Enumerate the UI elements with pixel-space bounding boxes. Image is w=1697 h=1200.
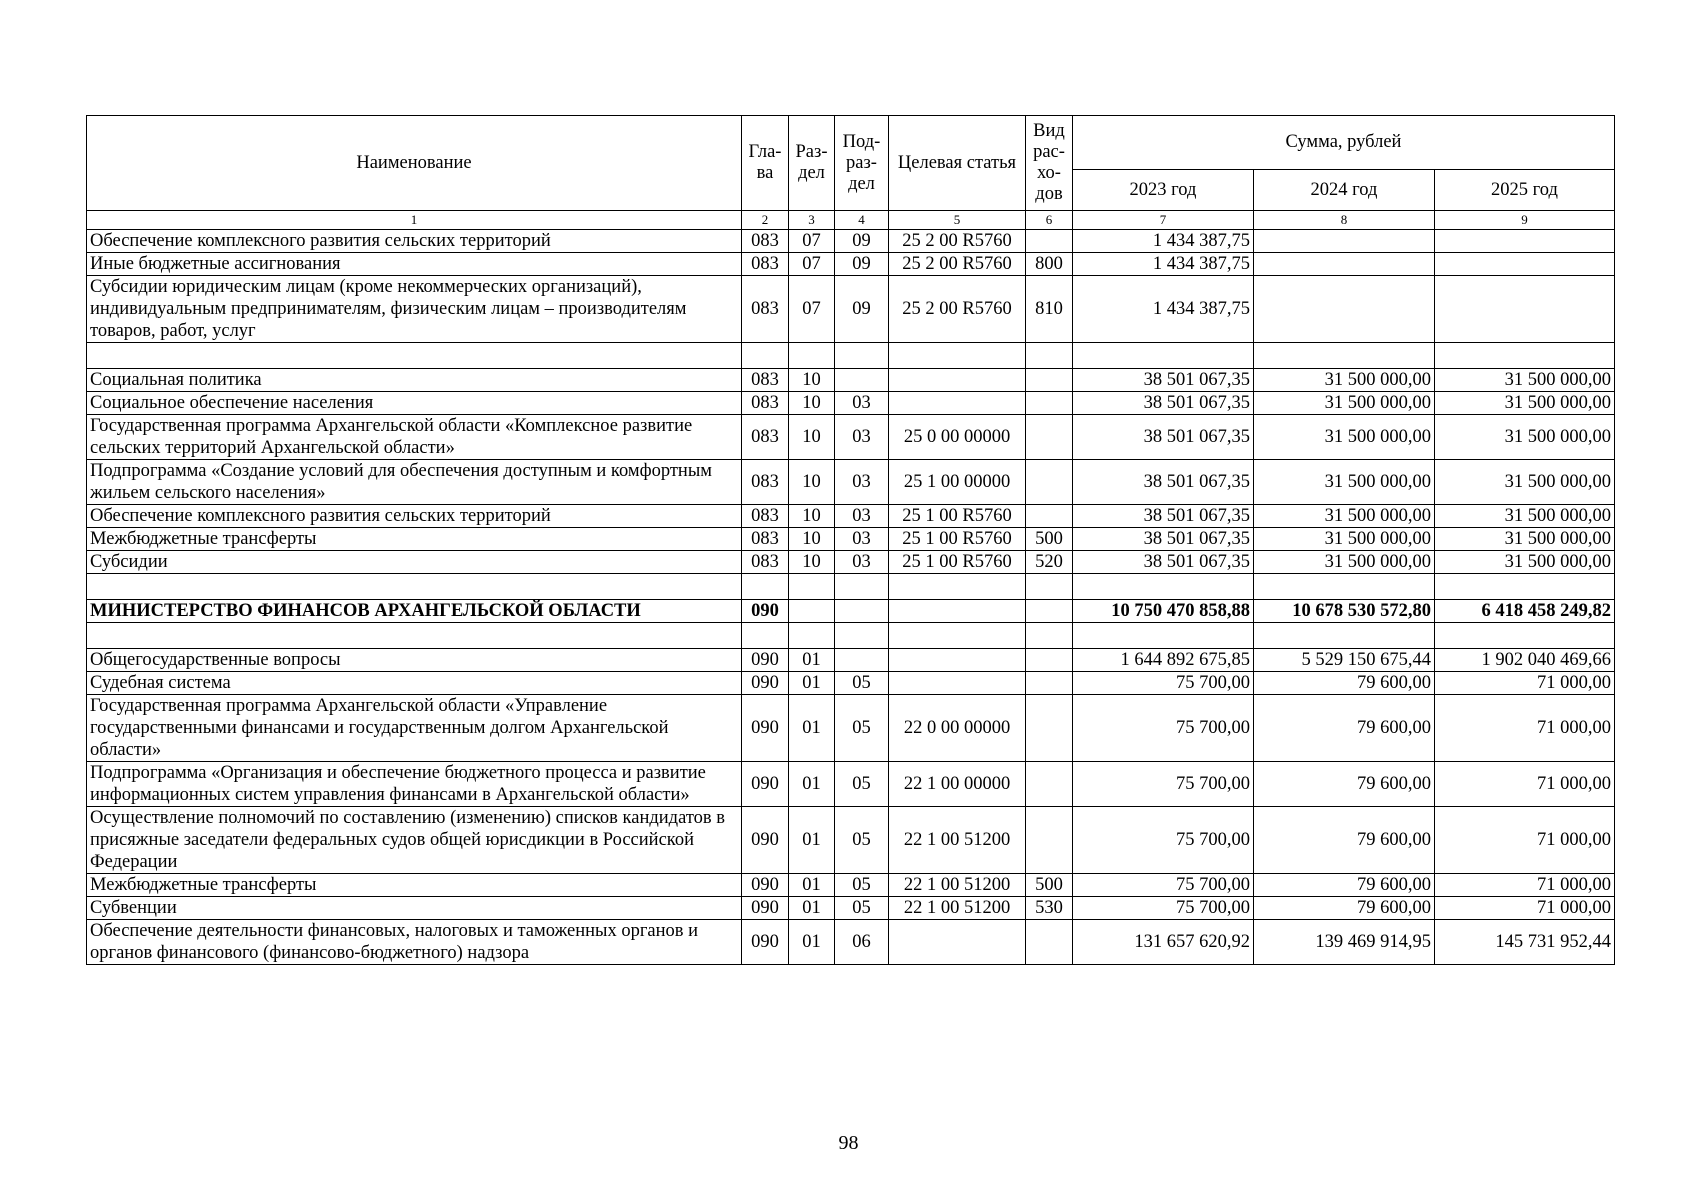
cell-razdel: 10 — [789, 505, 835, 528]
cell-vid-rashodov — [1026, 623, 1073, 649]
cell-sum-2024 — [1254, 343, 1435, 369]
cell-name: Осуществление полномочий по составлению (изменению) списков кандидатов в присяжные заседатели федеральных судов общей юрисдикции в Российской Федерации — [87, 807, 742, 874]
cell-vid-rashodov — [1026, 600, 1073, 623]
cell-podrazdel — [835, 343, 889, 369]
cell-celevaya-statya: 25 1 00 R5760 — [889, 505, 1026, 528]
cell-sum-2024: 79 600,00 — [1254, 874, 1435, 897]
cell-sum-2025: 31 500 000,00 — [1435, 528, 1615, 551]
cell-vid-rashodov — [1026, 574, 1073, 600]
cell-razdel — [789, 600, 835, 623]
cell-celevaya-statya: 25 2 00 R5760 — [889, 253, 1026, 276]
cell-celevaya-statya — [889, 623, 1026, 649]
cell-celevaya-statya — [889, 343, 1026, 369]
cell-podrazdel: 09 — [835, 276, 889, 343]
cell-name: Обеспечение деятельности финансовых, налоговых и таможенных органов и органов финансового (финансово-бюджетного) надзора — [87, 920, 742, 965]
cell-name: Обеспечение комплексного развития сельских территорий — [87, 230, 742, 253]
cell-sum-2025: 71 000,00 — [1435, 897, 1615, 920]
cell-glava: 090 — [742, 897, 789, 920]
cell-vid-rashodov: 500 — [1026, 874, 1073, 897]
table-row — [87, 551, 1615, 574]
cell-name: Обеспечение комплексного развития сельских территорий — [87, 505, 742, 528]
cell-razdel: 01 — [789, 874, 835, 897]
cell-vid-rashodov: 530 — [1026, 897, 1073, 920]
cell-podrazdel: 06 — [835, 920, 889, 965]
cell-sum-2023: 75 700,00 — [1073, 874, 1254, 897]
cell-celevaya-statya — [889, 649, 1026, 672]
cell-glava: 083 — [742, 392, 789, 415]
cell-sum-2024: 139 469 914,95 — [1254, 920, 1435, 965]
header-name: Наименование — [87, 116, 742, 211]
cell-celevaya-statya: 22 1 00 51200 — [889, 874, 1026, 897]
table-row-empty — [87, 343, 1615, 369]
header-year-2025: 2025 год — [1435, 170, 1615, 211]
cell-sum-2025: 31 500 000,00 — [1435, 551, 1615, 574]
cell-celevaya-statya — [889, 600, 1026, 623]
cell-sum-2023 — [1073, 574, 1254, 600]
cell-sum-2025: 31 500 000,00 — [1435, 369, 1615, 392]
cell-name: МИНИСТЕРСТВО ФИНАНСОВ АРХАНГЕЛЬСКОЙ ОБЛАСТИ — [87, 600, 742, 623]
cell-sum-2025: 31 500 000,00 — [1435, 505, 1615, 528]
cell-name: Социальное обеспечение населения — [87, 392, 742, 415]
table-row — [87, 807, 1615, 874]
cell-sum-2023: 1 434 387,75 — [1073, 276, 1254, 343]
cell-glava: 083 — [742, 276, 789, 343]
cell-vid-rashodov — [1026, 230, 1073, 253]
cell-sum-2023: 38 501 067,35 — [1073, 415, 1254, 460]
table-row — [87, 415, 1615, 460]
cell-sum-2024 — [1254, 253, 1435, 276]
cell-razdel: 10 — [789, 460, 835, 505]
header-celevaya-statya: Целевая статья — [889, 116, 1026, 211]
cell-sum-2024: 10 678 530 572,80 — [1254, 600, 1435, 623]
cell-razdel — [789, 574, 835, 600]
cell-celevaya-statya — [889, 574, 1026, 600]
table-row — [87, 874, 1615, 897]
cell-podrazdel: 03 — [835, 392, 889, 415]
cell-podrazdel: 05 — [835, 695, 889, 762]
cell-razdel: 01 — [789, 649, 835, 672]
cell-razdel: 10 — [789, 369, 835, 392]
cell-podrazdel — [835, 623, 889, 649]
cell-vid-rashodov: 810 — [1026, 276, 1073, 343]
cell-sum-2024: 79 600,00 — [1254, 672, 1435, 695]
cell-sum-2023: 38 501 067,35 — [1073, 551, 1254, 574]
header-year-2024: 2024 год — [1254, 170, 1435, 211]
table-row — [87, 253, 1615, 276]
cell-sum-2024: 31 500 000,00 — [1254, 369, 1435, 392]
cell-sum-2023: 38 501 067,35 — [1073, 369, 1254, 392]
table-body — [87, 230, 1615, 965]
cell-vid-rashodov — [1026, 505, 1073, 528]
cell-glava: 083 — [742, 505, 789, 528]
cell-sum-2024: 31 500 000,00 — [1254, 392, 1435, 415]
cell-celevaya-statya: 22 1 00 00000 — [889, 762, 1026, 807]
cell-glava: 090 — [742, 600, 789, 623]
cell-celevaya-statya: 22 0 00 00000 — [889, 695, 1026, 762]
cell-name: Государственная программа Архангельской области «Комплексное развитие сельских территорий Архангельской области» — [87, 415, 742, 460]
cell-name: Государственная программа Архангельской области «Управление государственными финансами и государственным долгом Архангельской области» — [87, 695, 742, 762]
cell-podrazdel: 05 — [835, 762, 889, 807]
cell-sum-2024: 79 600,00 — [1254, 807, 1435, 874]
table-row — [87, 897, 1615, 920]
cell-podrazdel: 03 — [835, 528, 889, 551]
cell-name: Субсидии — [87, 551, 742, 574]
cell-glava: 083 — [742, 253, 789, 276]
cell-celevaya-statya: 22 1 00 51200 — [889, 897, 1026, 920]
cell-sum-2025: 71 000,00 — [1435, 672, 1615, 695]
cell-podrazdel — [835, 600, 889, 623]
cell-podrazdel: 03 — [835, 505, 889, 528]
table-row — [87, 762, 1615, 807]
cell-sum-2023: 38 501 067,35 — [1073, 528, 1254, 551]
cell-razdel: 07 — [789, 230, 835, 253]
table-row — [87, 460, 1615, 505]
cell-sum-2023: 131 657 620,92 — [1073, 920, 1254, 965]
cell-sum-2023: 75 700,00 — [1073, 695, 1254, 762]
cell-name: Общегосударственные вопросы — [87, 649, 742, 672]
cell-podrazdel — [835, 369, 889, 392]
cell-glava — [742, 623, 789, 649]
cell-razdel: 10 — [789, 551, 835, 574]
cell-name: Межбюджетные трансферты — [87, 528, 742, 551]
cell-celevaya-statya: 25 0 00 00000 — [889, 415, 1026, 460]
cell-sum-2025: 71 000,00 — [1435, 762, 1615, 807]
cell-sum-2025: 71 000,00 — [1435, 874, 1615, 897]
table-row — [87, 695, 1615, 762]
table-row — [87, 392, 1615, 415]
cell-glava: 090 — [742, 874, 789, 897]
cell-sum-2025: 71 000,00 — [1435, 807, 1615, 874]
cell-name: Социальная политика — [87, 369, 742, 392]
cell-glava — [742, 574, 789, 600]
cell-vid-rashodov: 800 — [1026, 253, 1073, 276]
cell-podrazdel: 03 — [835, 551, 889, 574]
cell-celevaya-statya — [889, 920, 1026, 965]
cell-sum-2025: 31 500 000,00 — [1435, 392, 1615, 415]
cell-sum-2025: 145 731 952,44 — [1435, 920, 1615, 965]
table-row — [87, 369, 1615, 392]
cell-razdel: 07 — [789, 253, 835, 276]
header-year-2023: 2023 год — [1073, 170, 1254, 211]
table-row — [87, 230, 1615, 253]
cell-celevaya-statya: 25 1 00 R5760 — [889, 551, 1026, 574]
cell-glava: 083 — [742, 230, 789, 253]
cell-name: Подпрограмма «Организация и обеспечение бюджетного процесса и развитие информационных систем управления финансами в Архангельской области» — [87, 762, 742, 807]
cell-razdel: 01 — [789, 807, 835, 874]
table-row-empty — [87, 623, 1615, 649]
cell-podrazdel — [835, 649, 889, 672]
cell-celevaya-statya: 25 2 00 R5760 — [889, 276, 1026, 343]
cell-name: Подпрограмма «Создание условий для обеспечения доступным и комфортным жильем сельского населения» — [87, 460, 742, 505]
cell-vid-rashodov — [1026, 415, 1073, 460]
table-header — [87, 116, 1615, 230]
cell-glava: 083 — [742, 415, 789, 460]
cell-razdel — [789, 623, 835, 649]
cell-name: Субсидии юридическим лицам (кроме некоммерческих организаций), индивидуальным предпринимателям, физическим лицам – производителям товаров, работ, услуг — [87, 276, 742, 343]
cell-glava: 083 — [742, 460, 789, 505]
cell-vid-rashodov — [1026, 672, 1073, 695]
cell-sum-2024: 79 600,00 — [1254, 897, 1435, 920]
cell-sum-2023: 75 700,00 — [1073, 762, 1254, 807]
cell-name: Иные бюджетные ассигнования — [87, 253, 742, 276]
cell-razdel: 01 — [789, 897, 835, 920]
cell-podrazdel: 05 — [835, 897, 889, 920]
cell-vid-rashodov — [1026, 807, 1073, 874]
header-glava: Гла- ва — [742, 116, 789, 211]
table-row-empty — [87, 574, 1615, 600]
cell-celevaya-statya: 22 1 00 51200 — [889, 807, 1026, 874]
cell-glava — [742, 343, 789, 369]
cell-podrazdel: 03 — [835, 415, 889, 460]
cell-sum-2025 — [1435, 343, 1615, 369]
cell-vid-rashodov — [1026, 920, 1073, 965]
cell-vid-rashodov — [1026, 392, 1073, 415]
cell-vid-rashodov — [1026, 369, 1073, 392]
cell-sum-2023: 75 700,00 — [1073, 897, 1254, 920]
cell-sum-2023: 10 750 470 858,88 — [1073, 600, 1254, 623]
cell-vid-rashodov — [1026, 762, 1073, 807]
cell-glava: 090 — [742, 649, 789, 672]
header-podrazdel: Под- раз- дел — [835, 116, 889, 211]
cell-razdel: 10 — [789, 415, 835, 460]
cell-glava: 090 — [742, 672, 789, 695]
cell-name — [87, 343, 742, 369]
cell-razdel: 10 — [789, 528, 835, 551]
cell-razdel: 01 — [789, 695, 835, 762]
page-number: 98 — [838, 1132, 859, 1154]
cell-podrazdel: 03 — [835, 460, 889, 505]
cell-podrazdel: 09 — [835, 230, 889, 253]
cell-vid-rashodov: 520 — [1026, 551, 1073, 574]
cell-sum-2024 — [1254, 230, 1435, 253]
column-number: 8 — [1254, 211, 1435, 230]
cell-glava: 090 — [742, 762, 789, 807]
column-number: 1 — [87, 211, 742, 230]
cell-sum-2025 — [1435, 623, 1615, 649]
cell-glava: 083 — [742, 369, 789, 392]
cell-glava: 083 — [742, 551, 789, 574]
cell-sum-2023 — [1073, 343, 1254, 369]
column-number: 7 — [1073, 211, 1254, 230]
cell-sum-2025: 71 000,00 — [1435, 695, 1615, 762]
cell-razdel: 07 — [789, 276, 835, 343]
cell-sum-2023: 38 501 067,35 — [1073, 392, 1254, 415]
cell-podrazdel: 05 — [835, 672, 889, 695]
cell-vid-rashodov — [1026, 649, 1073, 672]
cell-name — [87, 574, 742, 600]
cell-celevaya-statya: 25 2 00 R5760 — [889, 230, 1026, 253]
cell-razdel — [789, 343, 835, 369]
cell-sum-2025: 1 902 040 469,66 — [1435, 649, 1615, 672]
cell-sum-2024: 31 500 000,00 — [1254, 551, 1435, 574]
table-row — [87, 672, 1615, 695]
cell-sum-2025: 31 500 000,00 — [1435, 415, 1615, 460]
cell-sum-2025: 6 418 458 249,82 — [1435, 600, 1615, 623]
cell-name — [87, 623, 742, 649]
cell-vid-rashodov — [1026, 343, 1073, 369]
cell-razdel: 01 — [789, 920, 835, 965]
cell-glava: 090 — [742, 695, 789, 762]
cell-sum-2024: 31 500 000,00 — [1254, 528, 1435, 551]
cell-sum-2023: 1 644 892 675,85 — [1073, 649, 1254, 672]
table-row — [87, 600, 1615, 623]
cell-sum-2025 — [1435, 230, 1615, 253]
column-number: 9 — [1435, 211, 1615, 230]
cell-vid-rashodov — [1026, 695, 1073, 762]
cell-podrazdel: 05 — [835, 807, 889, 874]
column-number-row — [87, 211, 1615, 230]
cell-sum-2023: 1 434 387,75 — [1073, 253, 1254, 276]
header-summa: Сумма, рублей — [1073, 116, 1615, 170]
cell-razdel: 10 — [789, 392, 835, 415]
cell-sum-2023: 38 501 067,35 — [1073, 460, 1254, 505]
cell-celevaya-statya — [889, 392, 1026, 415]
table-row — [87, 649, 1615, 672]
cell-razdel: 01 — [789, 762, 835, 807]
cell-sum-2024 — [1254, 623, 1435, 649]
budget-table — [86, 115, 1615, 965]
cell-celevaya-statya: 25 1 00 R5760 — [889, 528, 1026, 551]
cell-glava: 090 — [742, 920, 789, 965]
cell-name: Субвенции — [87, 897, 742, 920]
cell-sum-2024 — [1254, 276, 1435, 343]
cell-sum-2023: 1 434 387,75 — [1073, 230, 1254, 253]
cell-name: Межбюджетные трансферты — [87, 874, 742, 897]
cell-sum-2024: 79 600,00 — [1254, 695, 1435, 762]
cell-podrazdel — [835, 574, 889, 600]
cell-vid-rashodov: 500 — [1026, 528, 1073, 551]
column-number: 6 — [1026, 211, 1073, 230]
cell-sum-2023: 75 700,00 — [1073, 672, 1254, 695]
header-razdel: Раз- дел — [789, 116, 835, 211]
cell-vid-rashodov — [1026, 460, 1073, 505]
cell-sum-2023 — [1073, 623, 1254, 649]
cell-sum-2025 — [1435, 276, 1615, 343]
column-number: 2 — [742, 211, 789, 230]
cell-razdel: 01 — [789, 672, 835, 695]
table-row — [87, 528, 1615, 551]
column-number: 3 — [789, 211, 835, 230]
column-number: 5 — [889, 211, 1026, 230]
table-row — [87, 505, 1615, 528]
cell-celevaya-statya — [889, 369, 1026, 392]
cell-sum-2023: 75 700,00 — [1073, 807, 1254, 874]
table-row — [87, 920, 1615, 965]
cell-sum-2024: 31 500 000,00 — [1254, 415, 1435, 460]
cell-glava: 090 — [742, 807, 789, 874]
cell-sum-2024: 79 600,00 — [1254, 762, 1435, 807]
table-row — [87, 276, 1615, 343]
cell-sum-2025 — [1435, 253, 1615, 276]
cell-podrazdel: 05 — [835, 874, 889, 897]
header-vid-rashodov: Вид рас- хо- дов — [1026, 116, 1073, 211]
cell-podrazdel: 09 — [835, 253, 889, 276]
cell-sum-2024: 31 500 000,00 — [1254, 460, 1435, 505]
cell-sum-2024: 31 500 000,00 — [1254, 505, 1435, 528]
cell-sum-2025: 31 500 000,00 — [1435, 460, 1615, 505]
cell-sum-2024: 5 529 150 675,44 — [1254, 649, 1435, 672]
cell-celevaya-statya — [889, 672, 1026, 695]
cell-sum-2024 — [1254, 574, 1435, 600]
cell-celevaya-statya: 25 1 00 00000 — [889, 460, 1026, 505]
cell-glava: 083 — [742, 528, 789, 551]
cell-sum-2025 — [1435, 574, 1615, 600]
cell-name: Судебная система — [87, 672, 742, 695]
column-number: 4 — [835, 211, 889, 230]
cell-sum-2023: 38 501 067,35 — [1073, 505, 1254, 528]
